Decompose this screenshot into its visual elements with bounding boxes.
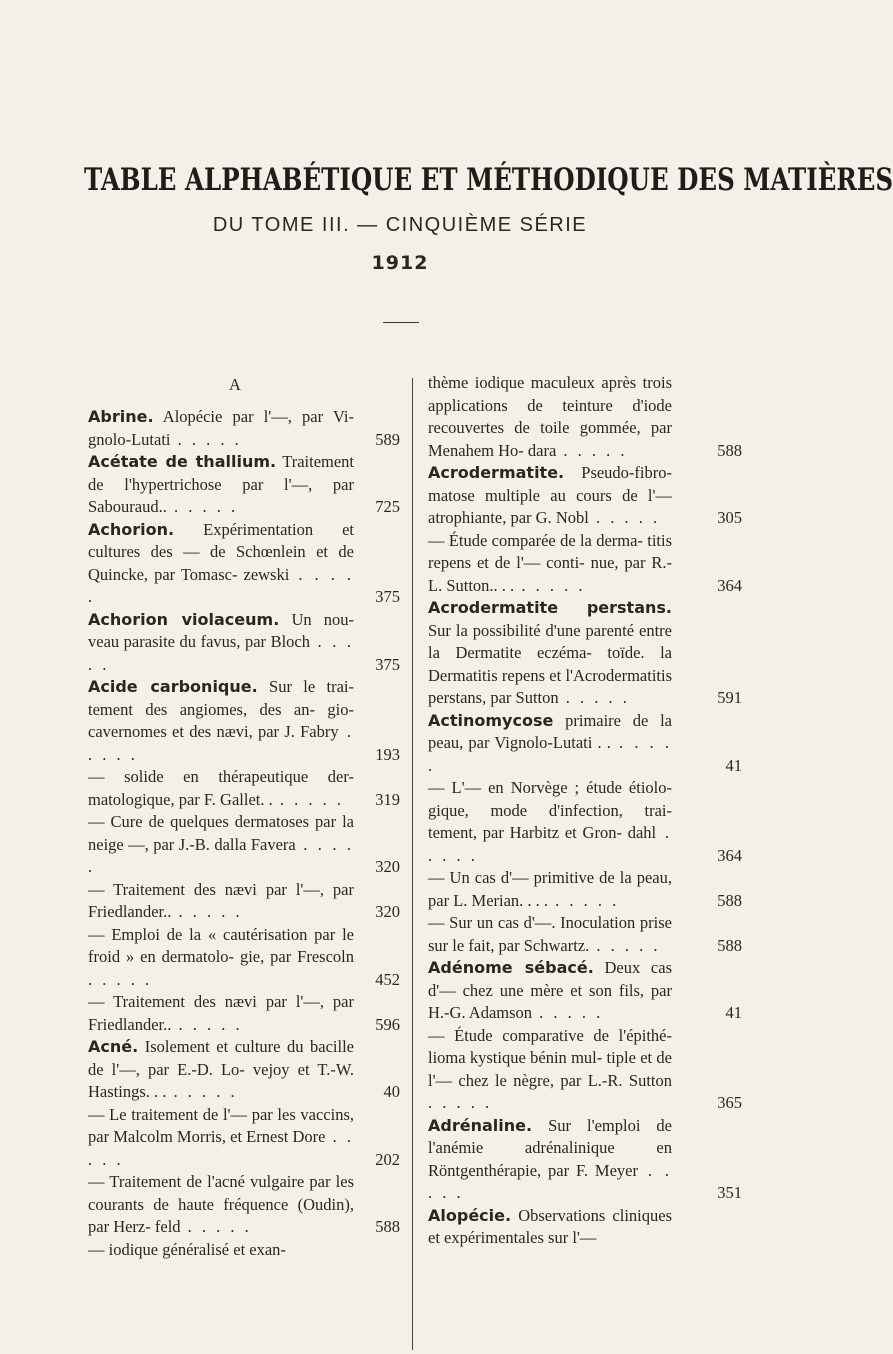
page-number: 452: [375, 969, 400, 989]
entry-text: Pseudo-fibro- matose multiple au cours de l'— atrophiante, par G. Nobl: [428, 463, 672, 527]
leader-dots: . . . . .: [170, 429, 242, 449]
index-entry: [428, 1115, 742, 1205]
entry-text: — Le traitement de l'— par les vaccins, par Malcolm Morris, et Ernest Dore: [88, 1104, 354, 1146]
index-entry: [88, 879, 400, 924]
leader-dots: . . . . .: [589, 935, 661, 955]
entry-text: Traitement de l'hypertrichose par l'—, par Sabouraud..: [88, 452, 355, 516]
entry-text: Sur le trai- tement des angiomes, des an- gio-cavernomes et des nævi, par J. Fabry: [88, 677, 354, 741]
page-number: 202: [375, 1149, 400, 1169]
page-number: 193: [375, 744, 400, 764]
leader-dots: . . . . .: [88, 632, 354, 674]
page-number: 40: [383, 1082, 400, 1101]
entry-heading: Acrodermatite.: [428, 463, 565, 482]
leader-dots: . . . . .: [558, 688, 630, 707]
leader-dots: . . . . .: [88, 722, 354, 764]
entry-text: Observations cliniques et expérimentales sur l'—: [428, 1205, 673, 1247]
index-entry: [428, 597, 742, 710]
entry-text: — Étude comparative de l'épithé- lioma kystique bénin mul- tiple et de l'— chez le nègre, par L.-R. Sutton: [428, 1025, 672, 1090]
page-number: 589: [375, 429, 400, 449]
page-number: 364: [717, 845, 742, 865]
page-number: 588: [717, 890, 742, 910]
index-entry: [88, 1171, 400, 1239]
page-number: 320: [375, 902, 400, 921]
leader-dots: . . . . .: [180, 1217, 252, 1236]
index-entry: [88, 451, 400, 519]
index-entry: [88, 609, 400, 677]
left-entries: [88, 406, 400, 1261]
entry-text: — L'— en Norvège ; étude étiolo- gique, mode d'infection, trai- tement, par Harbitz et Gron- dahl: [428, 778, 672, 842]
leader-dots: . . . . .: [548, 890, 620, 910]
entry-heading: Achorion violaceum.: [88, 609, 280, 629]
leader-dots: . . . . .: [166, 1082, 238, 1101]
entry-heading: Acétate de thallium.: [88, 452, 277, 471]
leader-dots: . . . . .: [88, 834, 354, 876]
column-divider: [412, 378, 413, 1350]
page-number: 364: [717, 575, 742, 595]
section-letter: A: [229, 375, 241, 394]
entry-text: Un nou- veau parasite du favus, par Bloch: [88, 609, 354, 651]
leader-dots: . . . . .: [88, 1127, 354, 1169]
page-number: 319: [375, 789, 400, 809]
leader-dots: . . . . .: [171, 1014, 243, 1034]
entry-text: Expérimentation et cultures des — de Schœnlein et de Quincke, par Tomasc- zewski: [88, 519, 354, 584]
index-entry: [88, 766, 400, 811]
index-entry: [428, 777, 742, 867]
leader-dots: . . . . .: [428, 733, 672, 775]
volume-subtitle: DU TOME III. — CINQUIÈME SÉRIE: [212, 214, 588, 236]
index-entry: [88, 676, 400, 766]
page-number: 725: [375, 497, 400, 516]
index-entry: [88, 991, 400, 1036]
index-entry: [88, 811, 400, 879]
index-entry: [428, 1205, 712, 1250]
page-number: 375: [375, 587, 400, 606]
entry-heading: Actinomycose: [428, 710, 554, 730]
leader-dots: . . . . .: [428, 1160, 672, 1202]
left-column: [88, 372, 400, 1261]
page-number: 41: [725, 755, 742, 775]
entry-heading: Abrine.: [88, 407, 154, 426]
index-entry: [428, 1025, 742, 1115]
index-entry: [428, 372, 742, 462]
entry-heading: Achorion.: [88, 519, 175, 539]
index-entry: [88, 924, 400, 992]
leader-dots: . . . . .: [88, 564, 355, 606]
page-number: 351: [717, 1183, 742, 1202]
entry-text: — Traitement des nævi par l'—, par Friedlander..: [88, 879, 354, 921]
entry-text: primaire de la peau, par Vignolo-Lutati . .: [428, 710, 673, 752]
entry-heading: Adénome sébacé.: [428, 958, 594, 977]
entry-text: — Étude comparée de la derma- titis repens et de l'— conti- nue, par R.-L. Sutton.. . .: [428, 530, 672, 595]
entry-text: thème iodique maculeux après trois applications de teinture d'iode recouvertes de toile gommée, par Menahem Ho- dara: [428, 373, 672, 460]
entry-text: — solide en thérapeutique der- matologique, par F. Gallet. .: [88, 767, 354, 809]
entry-text: — Traitement de l'acné vulgaire par les courants de haute fréquence (Oudin), par Herz- feld: [88, 1172, 354, 1236]
entry-text: — Sur un cas d'—. Inoculation prise sur le fait, par Schwartz.: [428, 913, 672, 955]
page-number: 591: [717, 688, 742, 707]
entry-text: — iodique généralisé et exan-: [88, 1239, 286, 1259]
entry-text: Deux cas d'— chez une mère et son fils, par H.-G. Adamson: [428, 958, 672, 1022]
index-entry: [428, 957, 742, 1025]
entry-heading: Alopécie.: [428, 1205, 512, 1225]
right-column: [428, 372, 742, 1250]
leader-dots: . . . . .: [428, 1093, 493, 1112]
index-entry: [428, 462, 742, 530]
page-number: 305: [717, 508, 742, 527]
entry-heading: Acrodermatite perstans.: [428, 598, 672, 617]
page-number: 375: [375, 654, 400, 674]
entry-text: Alopécie par l'—, par Vi- gnolo-Lutati: [88, 407, 354, 449]
entry-text: — Emploi de la « cautérisation par le froid » en dermatolo- gie, par Frescoln: [88, 924, 354, 966]
leader-dots: . . . . .: [514, 575, 586, 595]
leader-dots: . . . . .: [588, 508, 661, 527]
index-entry: [88, 519, 400, 609]
title-rule: [383, 322, 419, 323]
index-entry: [428, 530, 742, 598]
entry-heading: Acide carbonique.: [88, 677, 258, 696]
page-number: 588: [717, 935, 742, 955]
leader-dots: . . . . .: [532, 1003, 604, 1022]
page-number: 41: [725, 1003, 742, 1022]
index-entry: [88, 1104, 400, 1172]
index-entry: [88, 1239, 400, 1262]
entry-text: — Un cas d'— primitive de la peau, par L. Merian. . . .: [428, 868, 672, 910]
index-entry: [428, 867, 742, 912]
entry-text: — Cure de quelques dermatoses par la neige —, par J.-B. dalla Favera: [88, 812, 354, 854]
entry-heading: Adrénaline.: [428, 1115, 533, 1135]
right-entries: [428, 372, 742, 1250]
page-number: 588: [717, 440, 742, 460]
page-number: 320: [375, 857, 400, 876]
page-title: TABLE ALPHABÉTIQUE ET MÉTHODIQUE DES MATIÈRES: [84, 162, 893, 198]
leader-dots: . . . . .: [88, 969, 153, 989]
leader-dots: . . . . .: [171, 902, 243, 921]
page-number: 596: [375, 1014, 400, 1034]
leader-dots: . . . . .: [272, 789, 344, 809]
entry-text: — Traitement des nævi par l'—, par Friedlander..: [88, 992, 354, 1034]
leader-dots: . . . . .: [166, 497, 239, 516]
index-entry: [428, 912, 742, 957]
entry-text: Isolement et culture du bacille de l'—, par E.-D. Lo- vejoy et T.-W. Hastings. . .: [88, 1037, 354, 1101]
page-number: 588: [375, 1217, 400, 1236]
index-entry: [88, 1036, 400, 1104]
leader-dots: . . . . .: [428, 823, 672, 865]
leader-dots: . . . . .: [556, 440, 628, 460]
page-number: 365: [717, 1093, 742, 1112]
index-entry: [428, 710, 742, 778]
year: 1912: [371, 252, 429, 274]
entry-text: Sur l'emploi de l'anémie adrénalinique en Röntgenthérapie, par F. Meyer: [428, 1115, 672, 1180]
index-entry: [88, 406, 400, 451]
entry-heading: Acné.: [88, 1037, 139, 1056]
entry-text: Sur la possibilité d'une parenté entre la Dermatite eczéma- toïde. la Dermatitis repens et l'Acrodermatitis perstans, par Sutton: [428, 620, 672, 707]
